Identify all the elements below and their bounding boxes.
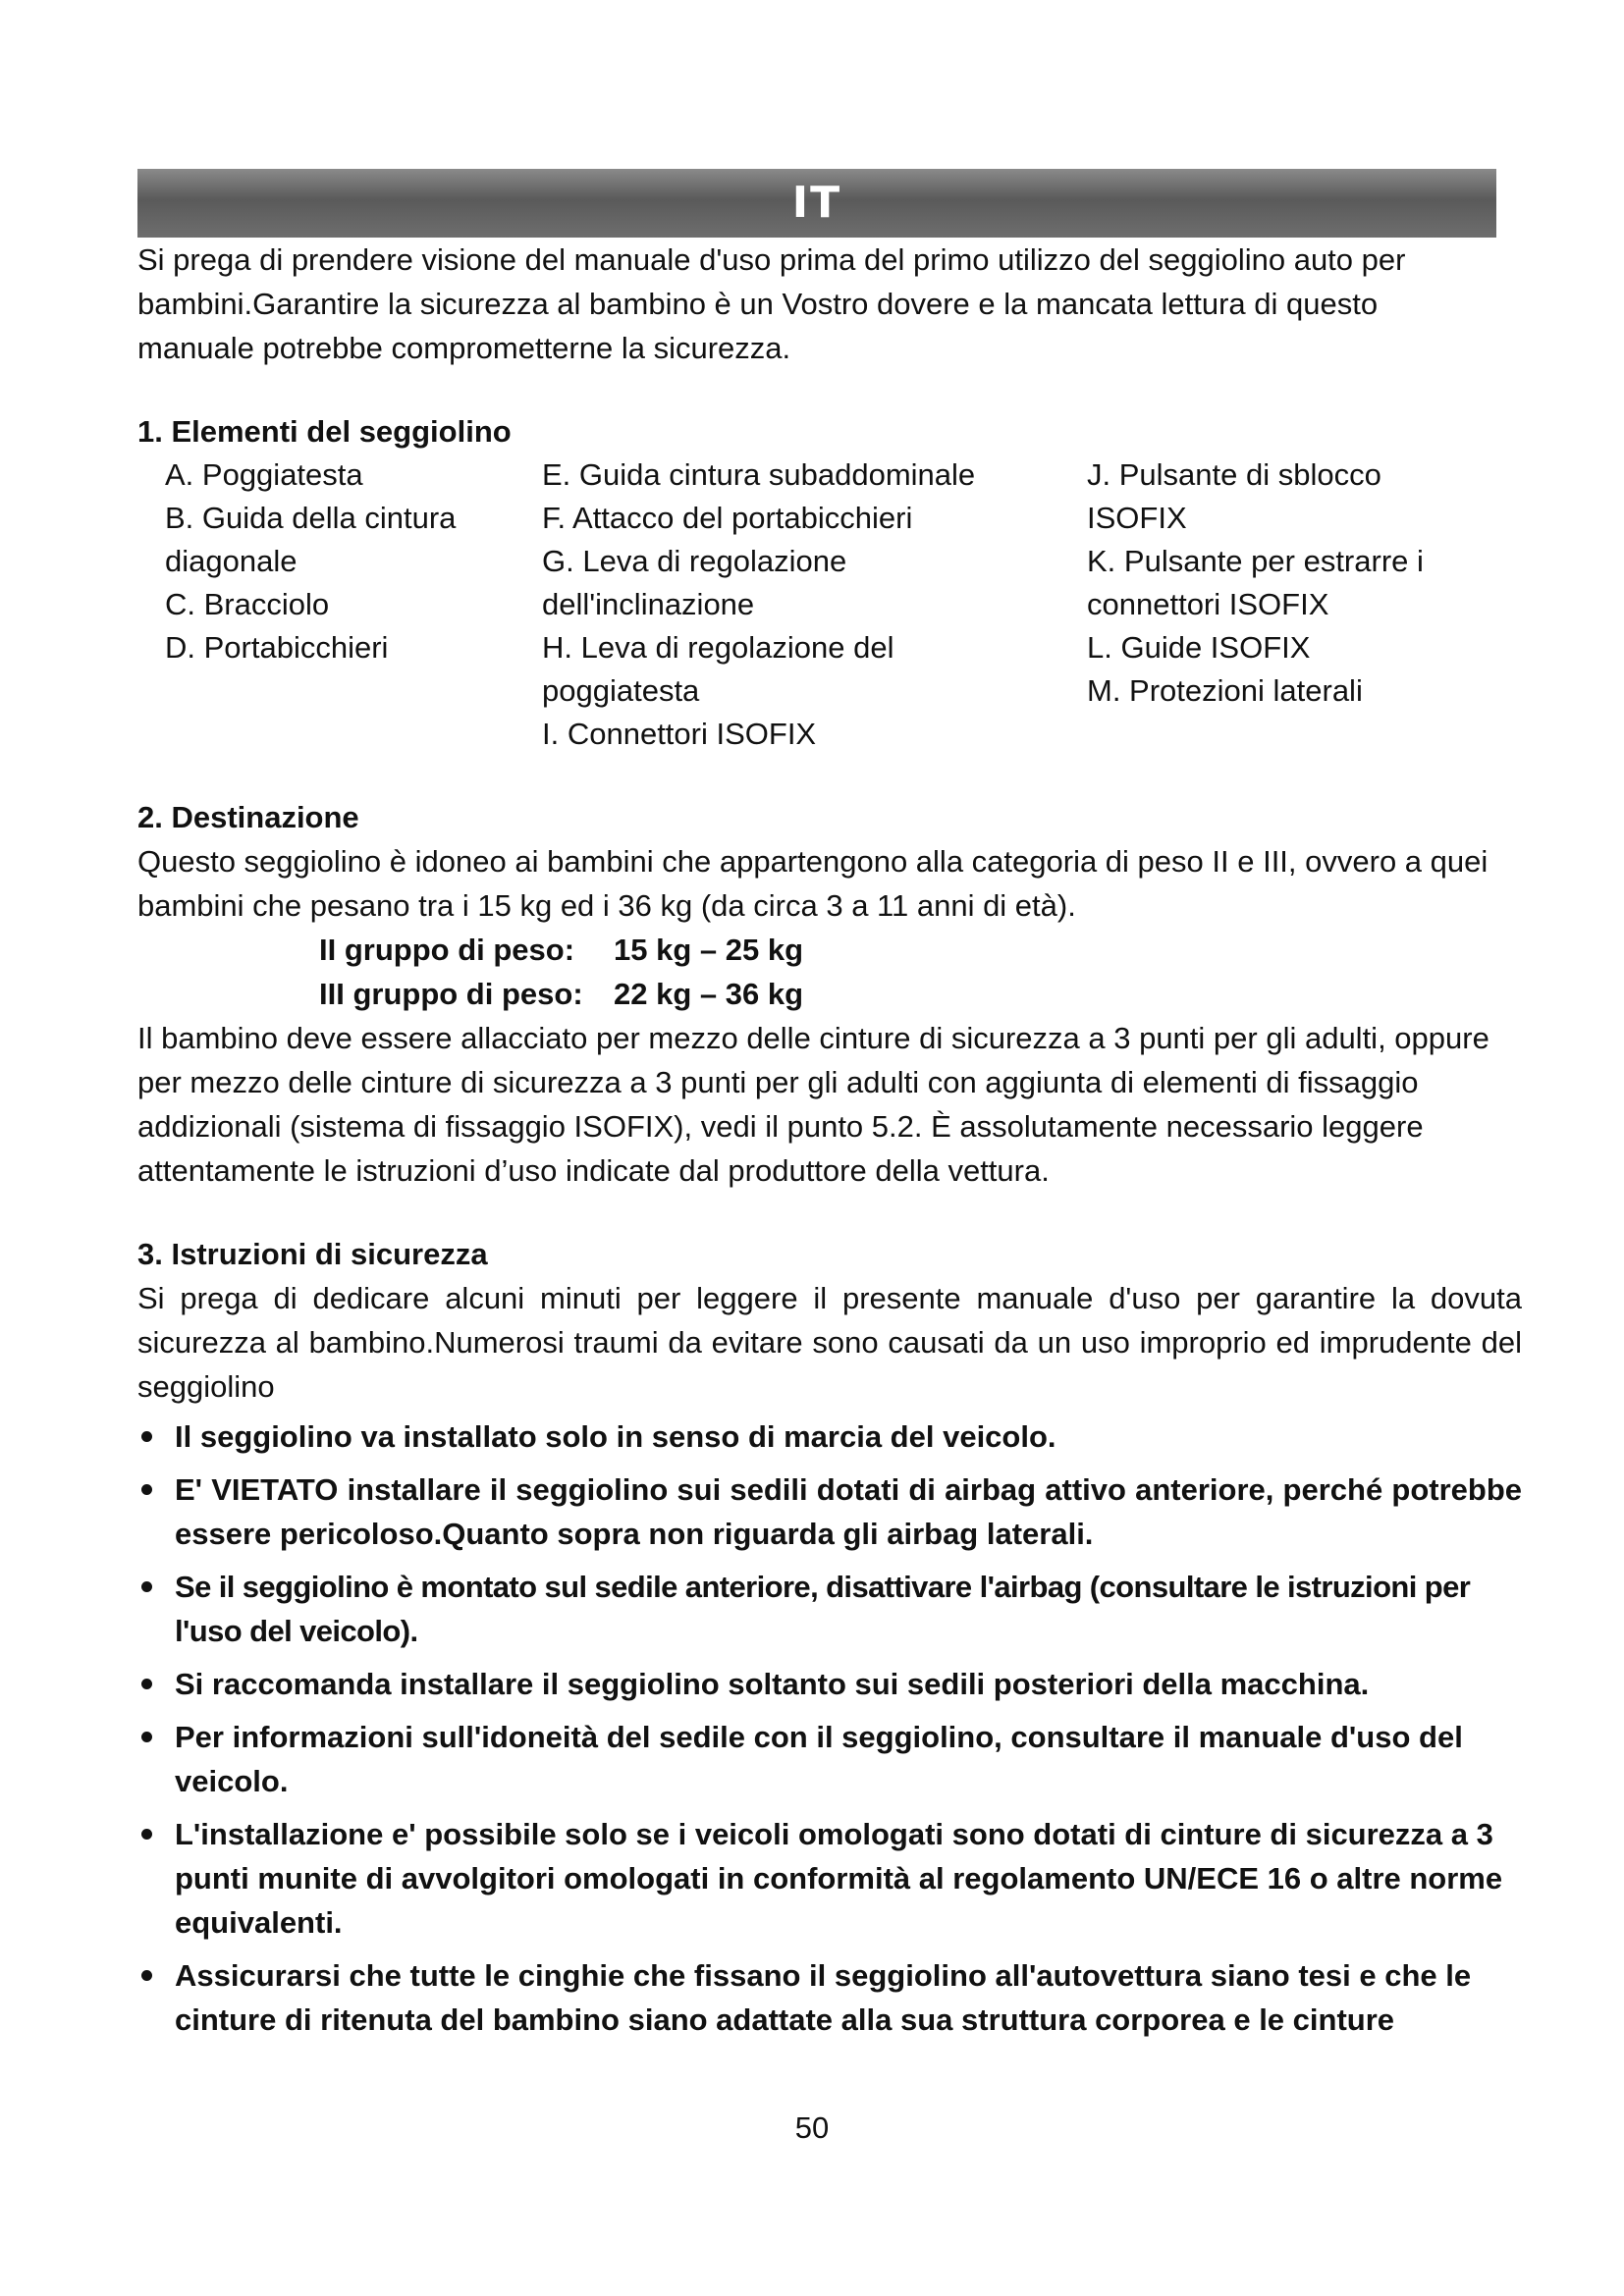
component-item: E. Guida cintura subaddominale [542, 457, 976, 492]
bullet-icon [137, 1415, 175, 1459]
safety-instruction-item [137, 1565, 1522, 1653]
components-column-a [165, 454, 542, 756]
section-3-title: 3. Istruzioni di sicurezza [137, 1237, 488, 1271]
safety-instruction-item [137, 1662, 1522, 1706]
component-item: G. Leva di regolazione dell'inclinazione [542, 544, 847, 621]
component-item: M. Protezioni laterali [1087, 673, 1363, 708]
safety-instruction-text: Per informazioni sull'idoneità del sedile con il seggiolino, consultare il manuale d'uso del veicolo. [175, 1720, 1463, 1798]
weight-groups [137, 928, 1522, 1016]
safety-instruction-text: E' VIETATO installare il seggiolino sui sedili dotati di airbag attivo anteriore, perché potrebbe essere pericoloso.Quanto sopra non riguarda gli airbag laterali. [175, 1472, 1522, 1551]
component-item: H. Leva di regolazione del poggiatesta [542, 630, 894, 708]
safety-instruction-item [137, 1468, 1522, 1556]
bullet-icon [137, 1565, 175, 1653]
bullet-icon [137, 1715, 175, 1803]
weight-group-value: 15 kg – 25 kg [614, 933, 804, 967]
bullet-icon [137, 1812, 175, 1945]
safety-instruction-text: Assicurarsi che tutte le cinghie che fissano il seggiolino all'autovettura siano tesi e che le cinture di ritenuta del bambino siano adattate alla sua struttura corporea e le cinture [175, 1958, 1472, 2037]
safety-instruction-item [137, 1715, 1522, 1803]
safety-instruction-item [137, 1953, 1522, 2042]
safety-instruction-text: Se il seggiolino è montato sul sedile anteriore, disattivare l'airbag (consultare le istruzioni per l'uso del veicolo). [175, 1570, 1471, 1648]
language-code: IT [791, 178, 842, 228]
section-1-title: 1. Elementi del seggiolino [137, 414, 512, 449]
component-item: A. Poggiatesta [165, 457, 363, 492]
weight-group-value: 22 kg – 36 kg [614, 977, 804, 1011]
safety-instruction-text: Il seggiolino va installato solo in senso di marcia del veicolo. [175, 1419, 1056, 1454]
component-item: B. Guida della cintura diagonale [165, 501, 457, 578]
component-item: C. Bracciolo [165, 587, 330, 621]
weight-group-label: III gruppo di peso: [319, 977, 583, 1011]
safety-instruction-item [137, 1812, 1522, 1945]
component-item: L. Guide ISOFIX [1087, 630, 1311, 665]
page-content [137, 238, 1522, 2051]
component-item: D. Portabicchieri [165, 630, 389, 665]
weight-group-row [319, 928, 1522, 972]
safety-intro-paragraph: Si prega di dedicare alcuni minuti per leggere il presente manuale d'uso per garantire la dovuta sicurezza al bambino.Numerosi traumi da evitare sono causati da un uso improprio ed imprudente del seggiolino [137, 1281, 1522, 1404]
safety-instructions-list [137, 1415, 1522, 2042]
bullet-icon [137, 1953, 175, 2042]
safety-instruction-text: L'installazione e' possibile solo se i veicoli omologati sono dotati di cinture di sicurezza a 3 punti munite di avvolgitori omologati in conformità al regolamento UN/ECE 16 o altre norme equivalenti. [175, 1817, 1503, 1940]
components-column-b [542, 454, 1087, 756]
component-item: K. Pulsante per estrarre i connettori ISOFIX [1087, 544, 1424, 621]
weight-group-label: II gruppo di peso: [319, 933, 575, 967]
destination-paragraph: Questo seggiolino è idoneo ai bambini che appartengono alla categoria di peso II e III, ovvero a quei bambini che pesano tra i 15 kg ed i 36 kg (da circa 3 a 11 anni di età). [137, 844, 1489, 923]
intro-paragraph: Si prega di prendere visione del manuale d'uso prima del primo utilizzo del seggiolino auto per bambini.Garantire la sicurezza al bambino è un Vostro dovere e la mancata lettura di questo manuale potrebbe comprometterne la sicurezza. [137, 242, 1406, 365]
safety-instruction-text: Si raccomanda installare il seggiolino soltanto sui sedili posteriori della macchina. [175, 1667, 1370, 1701]
section-2-title: 2. Destinazione [137, 800, 359, 834]
component-item: I. Connettori ISOFIX [542, 717, 817, 751]
components-list [137, 454, 1522, 756]
bullet-icon [137, 1468, 175, 1556]
component-item: J. Pulsante di sblocco ISOFIX [1087, 457, 1381, 535]
components-column-c [1087, 454, 1499, 756]
page-number: 50 [794, 2110, 830, 2145]
weight-group-row [319, 972, 1522, 1016]
language-header-bar [137, 169, 1496, 238]
safety-instruction-item [137, 1415, 1522, 1459]
component-item: F. Attacco del portabicchieri [542, 501, 913, 535]
harness-paragraph: Il bambino deve essere allacciato per mezzo delle cinture di sicurezza a 3 punti per gli adulti, oppure per mezzo delle cinture di sicurezza a 3 punti per gli adulti con aggiunta di elementi di fissaggio addizionali (sistema di fissaggio ISOFIX), vedi il punto 5.2. È assolutamente necessario leggere attentamente le istruzioni d’uso indicate dal produttore della vettura. [137, 1021, 1489, 1188]
bullet-icon [137, 1662, 175, 1706]
